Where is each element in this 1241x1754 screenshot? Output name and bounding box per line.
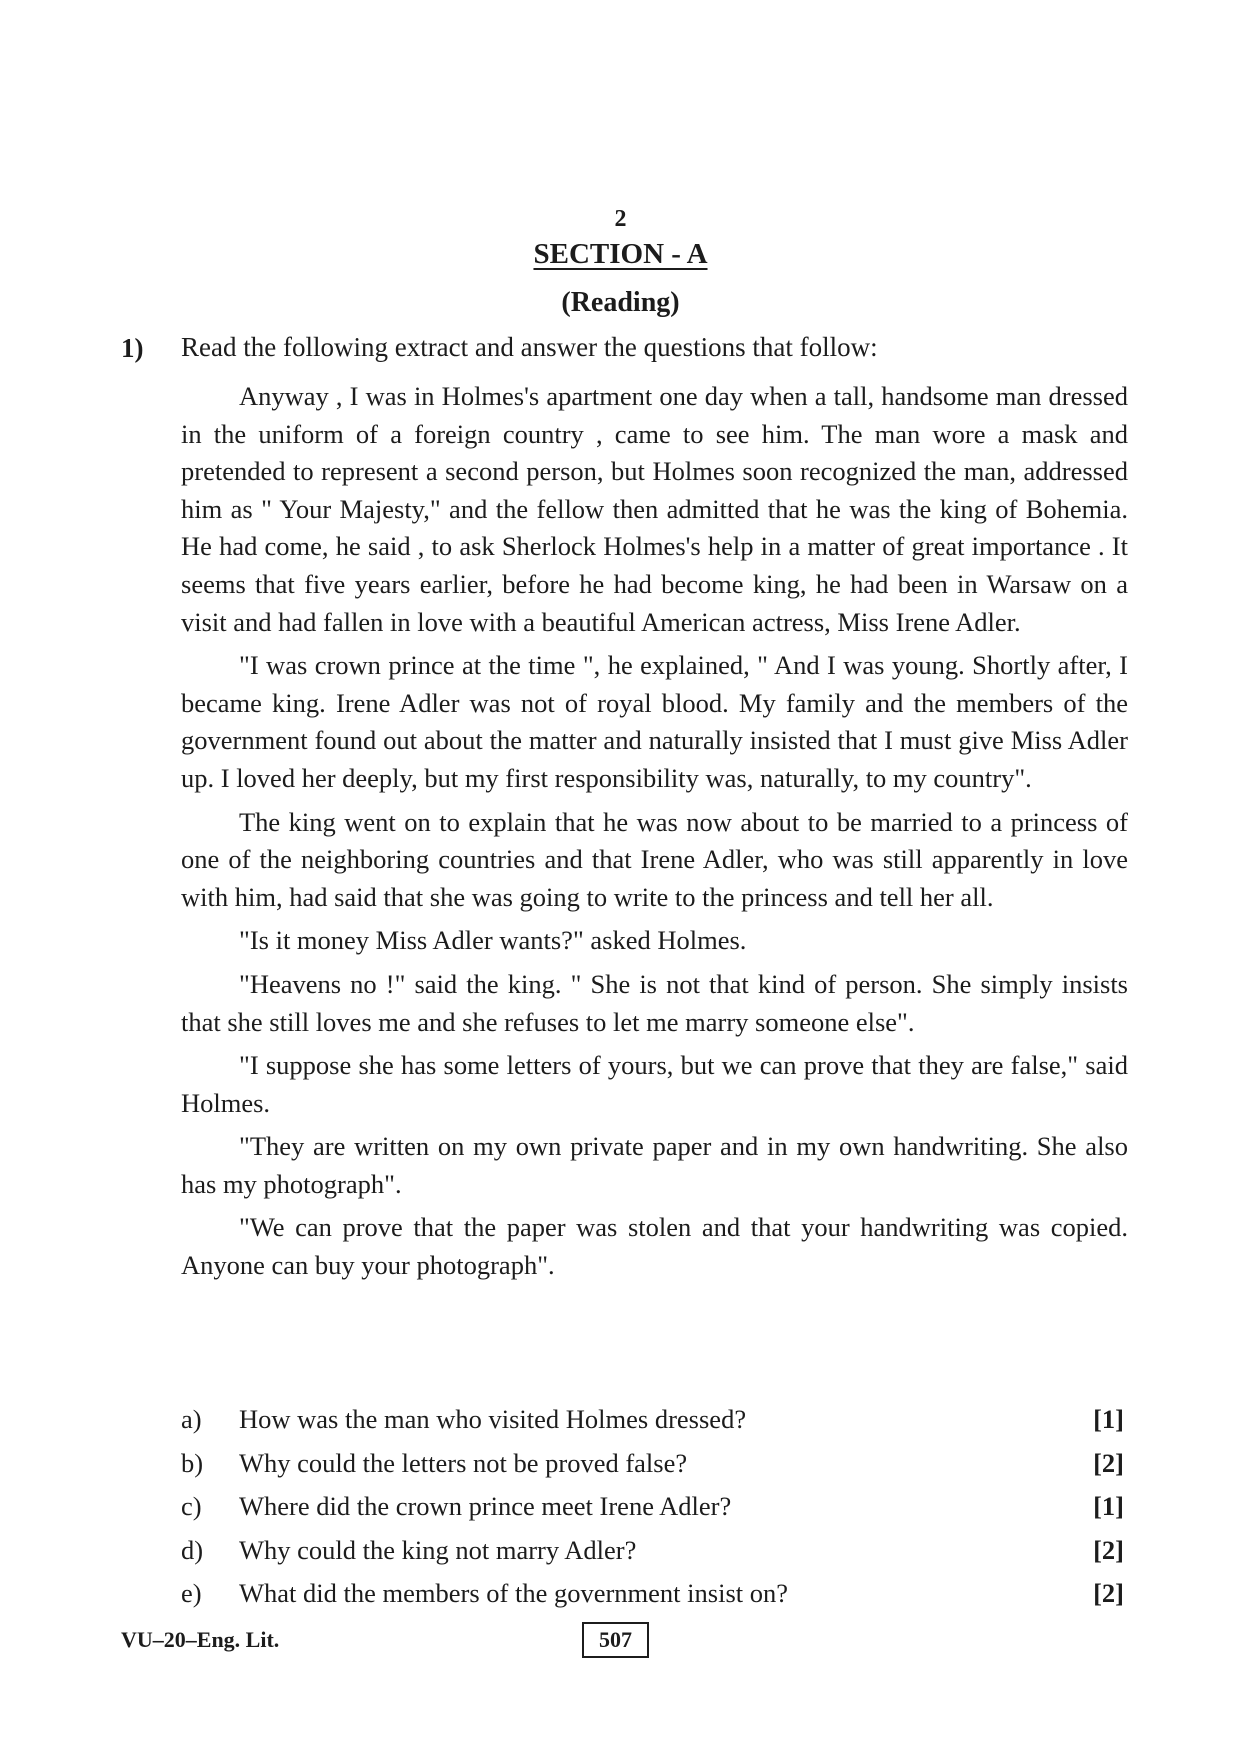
- sub-question: [181, 1445, 1128, 1489]
- sub-question-text: Why could the king not marry Adler?: [239, 1534, 637, 1565]
- passage-paragraph: "They are written on my own private paper and in my own handwriting. She also has my photograph".: [181, 1131, 1128, 1199]
- sub-question-marks: [1]: [1093, 1491, 1124, 1522]
- passage-paragraph: "I was crown prince at the time ", he explained, " And I was young. Shortly after, I became king. Irene Adler was not of royal blood. My family and the members of the government found out about the matter and naturally insisted that I must give Miss Adler up. I loved her deeply, but my first responsibility was, naturally, to my country".: [181, 650, 1128, 793]
- sub-question-list: [181, 1401, 1128, 1619]
- sub-question-text: Why could the letters not be proved false?: [239, 1447, 688, 1478]
- passage-paragraph: Anyway , I was in Holmes's apartment one day when a tall, handsome man dressed in the uniform of a foreign country , came to see him. The man wore a mask and pretended to represent a second person, but Holmes soon recognized the man, addressed him as " Your Majesty," and the fellow then admitted that he was the king of Bohemia. He had come, he said , to ask Sherlock Holmes's help in a matter of great importance . It seems that five years earlier, before he had become king, he had been in Warsaw on a visit and had fallen in love with a beautiful American actress, Miss Irene Adler.: [181, 381, 1128, 637]
- sub-question-text: How was the man who visited Holmes dressed?: [239, 1404, 747, 1434]
- sub-question-label: c): [181, 1491, 202, 1522]
- sub-question-text: What did the members of the government insist on?: [239, 1578, 789, 1609]
- sub-question-label: b): [181, 1447, 204, 1478]
- section-title: [0, 238, 1241, 271]
- sub-question-marks: [2]: [1093, 1447, 1124, 1478]
- sub-question: [181, 1401, 1128, 1445]
- question-number: 1): [121, 333, 144, 363]
- passage-paragraph: "I suppose she has some letters of yours, but we can prove that they are false," said Holmes.: [181, 1050, 1128, 1118]
- sub-question-label: d): [181, 1534, 204, 1565]
- sub-question-marks: [1]: [1093, 1404, 1124, 1434]
- passage-paragraph: "Is it money Miss Adler wants?" asked Holmes.: [239, 925, 747, 956]
- sub-question-marks: [2]: [1093, 1578, 1124, 1609]
- paper-number-box: 507: [582, 1622, 649, 1658]
- passage-paragraph: "We can prove that the paper was stolen and that your handwriting was copied. Anyone can buy your photograph".: [181, 1212, 1128, 1281]
- sub-question-marks: [2]: [1093, 1534, 1124, 1565]
- page-number: 2: [614, 206, 627, 232]
- sub-question-label: e): [181, 1578, 202, 1609]
- sub-question: [181, 1575, 1128, 1619]
- section-subtitle: (Reading): [561, 287, 680, 318]
- passage-paragraph: "Heavens no !" said the king. " She is not that kind of person. She simply insists that she still loves me and she refuses to let me marry someone else".: [181, 968, 1128, 1037]
- paper-code: VU–20–Eng. Lit.: [121, 1627, 280, 1652]
- section-title-text: SECTION - A: [533, 238, 708, 270]
- sub-question-label: a): [181, 1404, 202, 1434]
- question-instruction: Read the following extract and answer the questions that follow:: [181, 332, 878, 362]
- sub-question: [181, 1488, 1128, 1532]
- reading-passage: [181, 378, 1128, 1291]
- passage-paragraph: The king went on to explain that he was now about to be married to a princess of one of the neighboring countries and that Irene Adler, who was still apparently in love with him, had said that she was going to write to the princess and tell her all.: [181, 806, 1128, 912]
- sub-question-text: Where did the crown prince meet Irene Adler?: [239, 1491, 732, 1522]
- sub-question: [181, 1532, 1128, 1576]
